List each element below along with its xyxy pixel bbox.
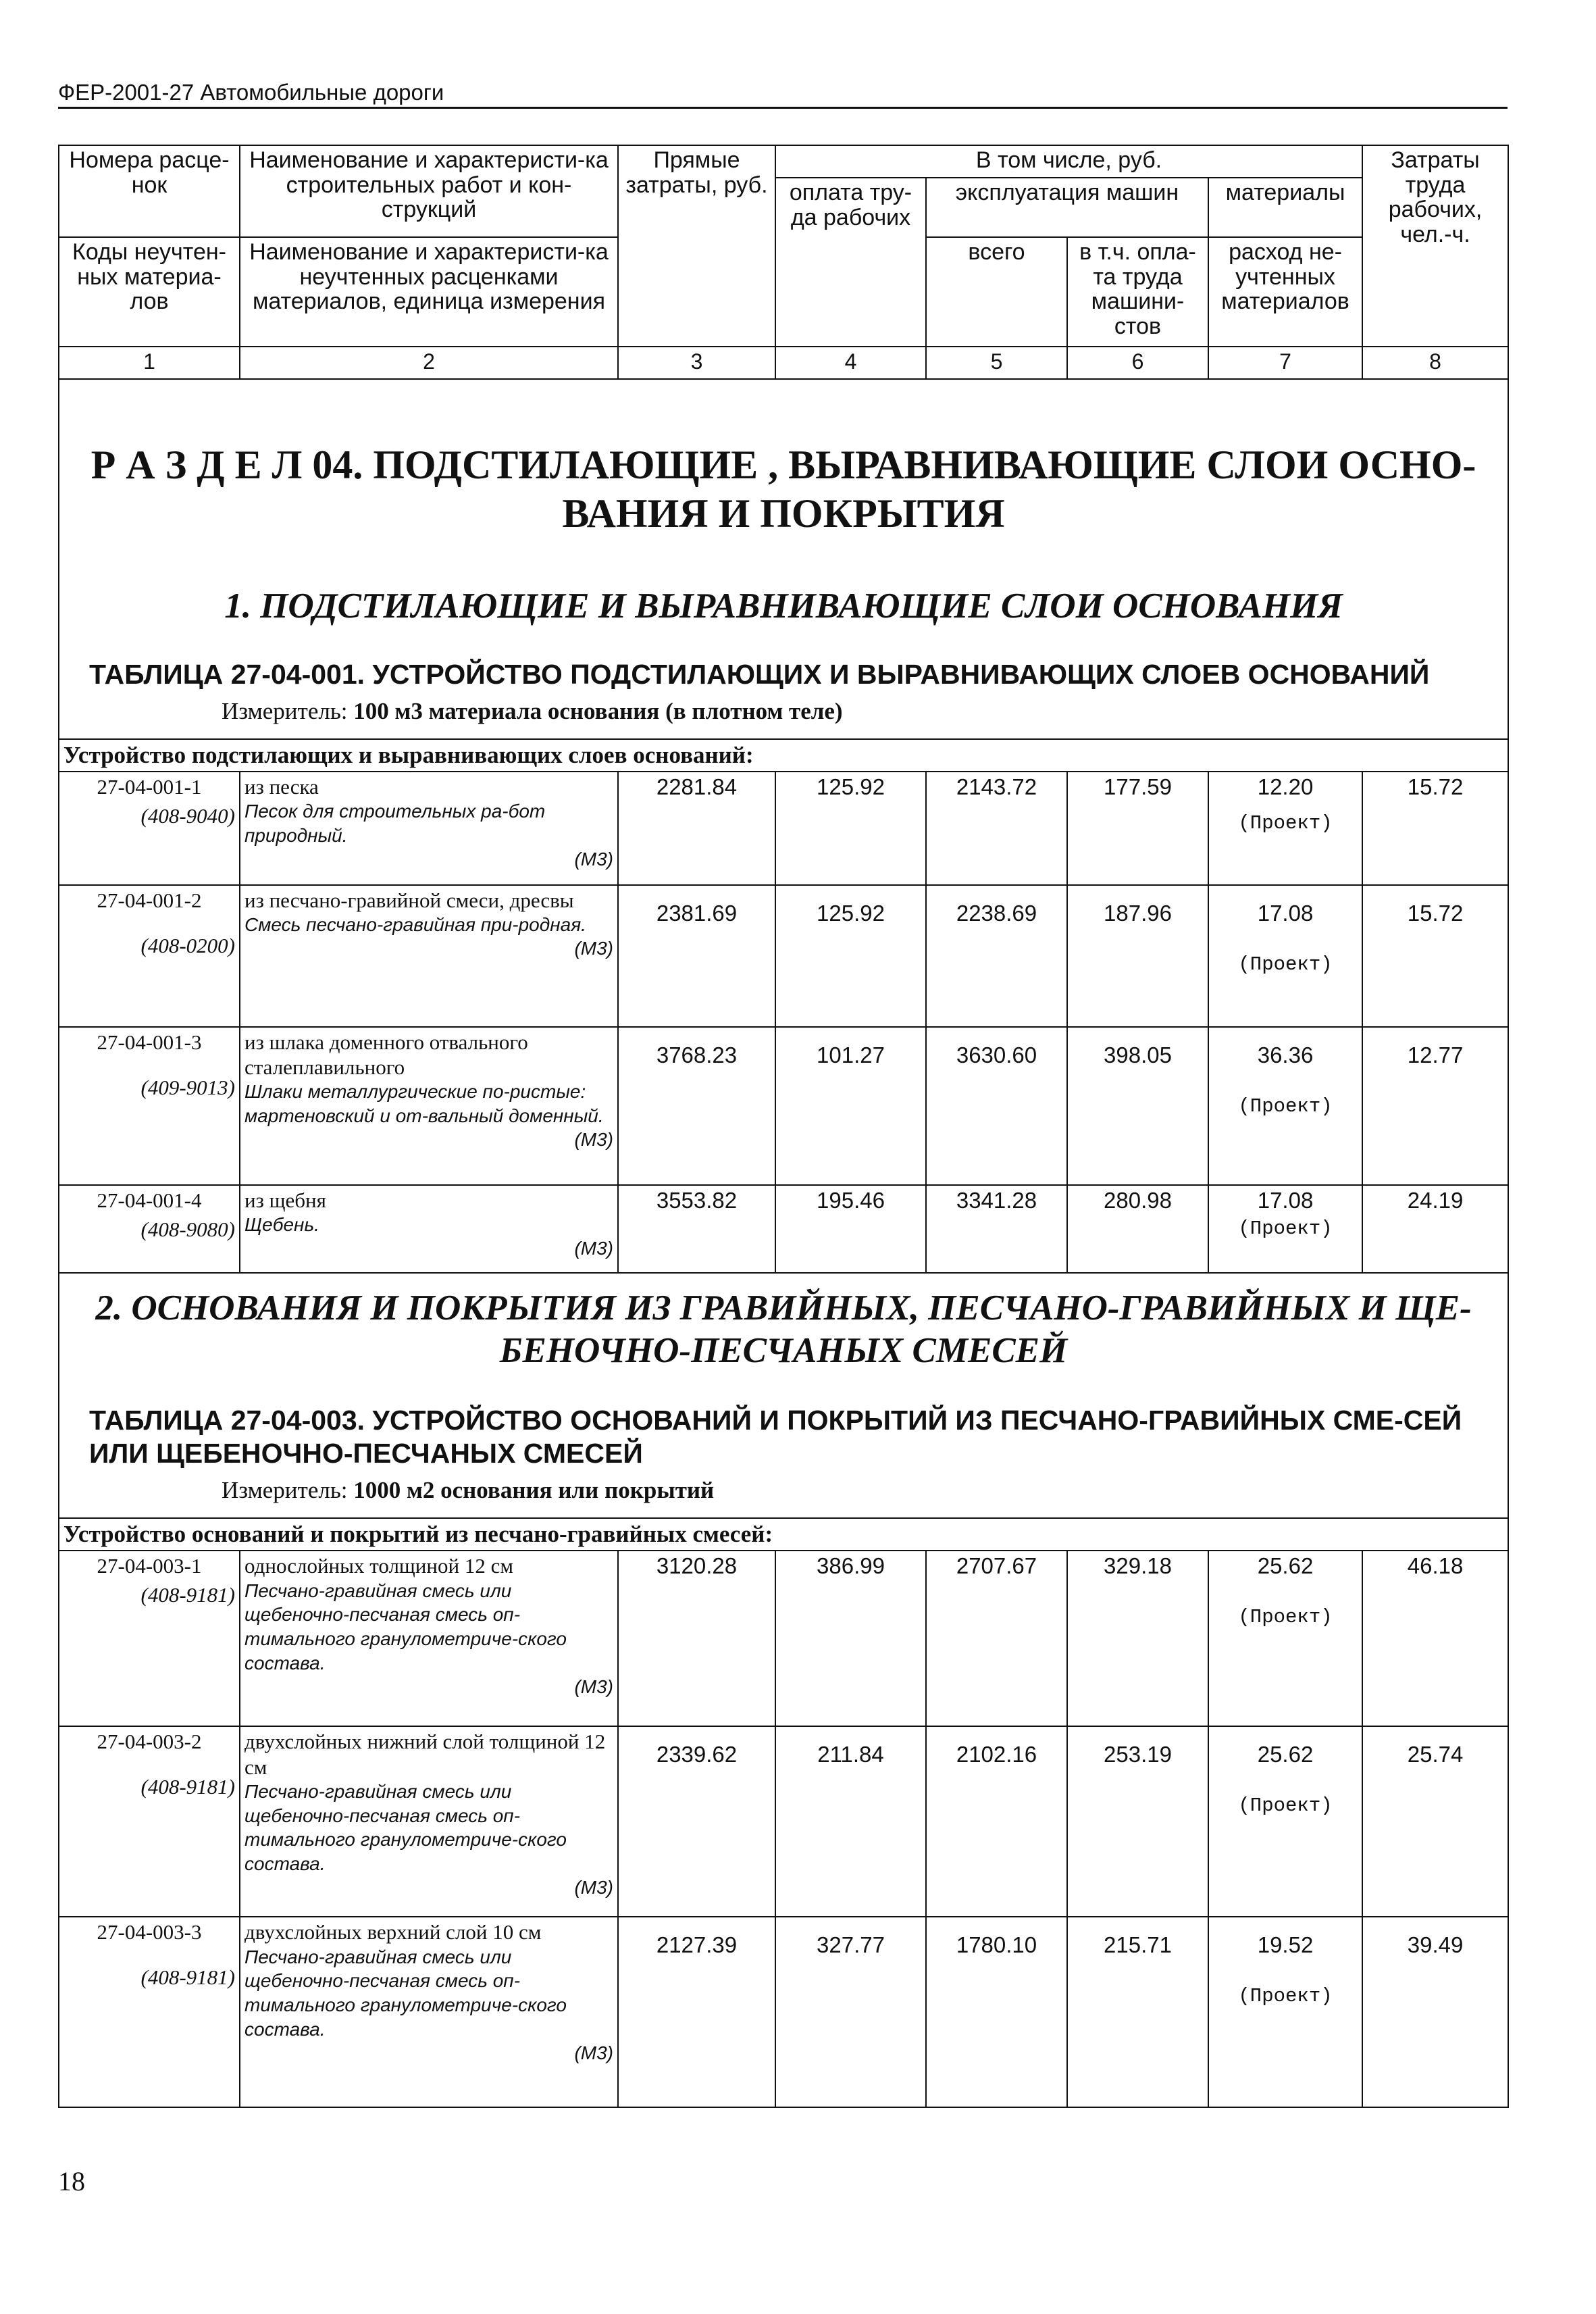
material-amount: 25.62 [1257,1553,1314,1579]
worker-pay: 327.77 [775,1917,926,2107]
unit: (М3) [574,937,613,959]
rate-code: 27-04-003-1 [97,1554,202,1578]
project-note: (Проект) [1238,811,1333,834]
machines-total: 2707.67 [926,1551,1067,1726]
table-row [59,1027,1508,1185]
col-number: 5 [926,347,1067,379]
rate-code: 27-04-001-4 [97,1188,202,1212]
machinist-pay: 215.71 [1067,1917,1208,2107]
machines-total: 2238.69 [926,885,1067,1027]
col-number: 3 [618,347,775,379]
work-name: из песка [244,774,319,799]
project-note: (Проект) [1238,1794,1333,1817]
table-row [59,885,1508,1027]
work-name: двухслойных верхний слой 10 см [244,1920,542,1944]
machines-total: 2143.72 [926,772,1067,885]
unit: (М3) [574,1237,613,1259]
material-amount: 12.20 [1257,774,1314,799]
header-rate-number: Номера расце-нок [59,145,240,237]
material-amount: 36.36 [1257,1042,1314,1067]
rate-code: 27-04-003-3 [97,1920,202,1944]
machines-total: 1780.10 [926,1917,1067,2107]
direct-costs: 2281.84 [618,772,775,885]
material-code: (408-9040) [140,803,235,828]
header-worker-pay: оплата тру-да рабочих [775,178,926,347]
labor-costs: 15.72 [1362,772,1508,885]
labor-costs: 24.19 [1362,1185,1508,1273]
running-header: ФЕР-2001-27 Автомобильные дороги [58,80,1508,109]
worker-pay: 101.27 [775,1027,926,1185]
machinist-pay: 280.98 [1067,1185,1208,1273]
project-note: (Проект) [1238,1606,1333,1629]
table-row [59,1917,1508,2107]
material-amount: 19.52 [1257,1932,1314,1958]
table-27-04-001-title: ТАБЛИЦА 27-04-001. УСТРОЙСТВО ПОДСТИЛАЮЩИХ И ВЫРАВНИВАЮЩИХ СЛОЕВ ОСНОВАНИЙ [89,658,1430,690]
rate-code: 27-04-003-2 [97,1730,202,1754]
material-code: (408-9181) [140,1775,235,1799]
work-name: из шлака доменного отвального сталеплавильного [244,1030,528,1079]
col-number: 7 [1208,347,1362,379]
labor-costs: 39.49 [1362,1917,1508,2107]
unit: (М3) [574,1128,613,1150]
machines-total: 2102.16 [926,1726,1067,1917]
machinist-pay: 187.96 [1067,885,1208,1027]
direct-costs: 2381.69 [618,885,775,1027]
unit: (М3) [574,2042,613,2063]
material-desc: Песчано-гравийная смесь или щебеночно-песчаная смесь оп-тимального гранулометриче-ского состава. [244,1580,567,1674]
work-name: однослойных толщиной 12 см [244,1554,513,1578]
machinist-pay: 177.59 [1067,772,1208,885]
header-material-name: Наименование и характеристи-ка неучтенных расценками материалов, единица измерения [240,237,618,347]
header-materials: материалы [1208,178,1362,237]
machinist-pay: 398.05 [1067,1027,1208,1185]
work-name: из щебня [244,1188,326,1212]
material-desc: Шлаки металлургические по-ристые: мартеновский и от-вальный доменный. [244,1081,604,1126]
material-amount: 17.08 [1257,1187,1314,1213]
col-number: 2 [240,347,618,379]
direct-costs: 2127.39 [618,1917,775,2107]
table-row [59,1185,1508,1273]
group-label: Устройство подстилающих и выравнивающих слоев оснований: [59,739,1508,772]
worker-pay: 195.46 [775,1185,926,1273]
worker-pay: 125.92 [775,885,926,1027]
material-amount: 17.08 [1257,900,1314,926]
direct-costs: 3553.82 [618,1185,775,1273]
group-label: Устройство оснований и покрытий из песчано-гравийных смесей: [59,1518,1508,1551]
direct-costs: 3768.23 [618,1027,775,1185]
col-number: 4 [775,347,926,379]
material-desc: Песок для строительных ра-бот природный. [244,800,546,846]
header-unaccounted-materials: расход не-учтенных материалов [1208,237,1362,347]
rates-table [58,145,1509,2108]
machines-total: 3341.28 [926,1185,1067,1273]
header-direct-costs: Прямые затраты, руб. [618,145,775,347]
measure-unit: Измеритель: 100 м3 материала основания (в плотном теле) [222,697,843,724]
machines-total: 3630.60 [926,1027,1067,1185]
project-note: (Проект) [1238,1217,1333,1240]
table-row [59,772,1508,885]
page-number: 18 [58,2166,85,2196]
header-work-name: Наименование и характеристи-ка строительных работ и кон-струкций [240,145,618,237]
material-amount: 25.62 [1257,1742,1314,1767]
material-code: (408-9080) [140,1217,235,1241]
unit: (М3) [574,1676,613,1697]
part1-title: 1. ПОДСТИЛАЮЩИЕ И ВЫРАВНИВАЮЩИЕ СЛОИ ОСНОВАНИЯ [224,586,1343,626]
machinist-pay: 253.19 [1067,1726,1208,1917]
header-machines: эксплуатация машин [926,178,1208,237]
unit: (М3) [574,848,613,870]
table-row [59,1551,1508,1726]
table-row [59,1726,1508,1917]
project-note: (Проект) [1238,1095,1333,1117]
direct-costs: 2339.62 [618,1726,775,1917]
header-machines-total: всего [926,237,1067,347]
section-title: Р А З Д Е Л 04. ПОДСТИЛАЮЩИЕ , ВЫРАВНИВАЮЩИЕ СЛОИ ОСНО-ВАНИЯ И ПОКРЫТИЯ [91,443,1476,536]
col-number: 8 [1362,347,1508,379]
col-number: 6 [1067,347,1208,379]
worker-pay: 386.99 [775,1551,926,1726]
rate-code: 27-04-001-2 [97,888,202,912]
labor-costs: 12.77 [1362,1027,1508,1185]
material-desc: Песчано-гравийная смесь или щебеночно-песчаная смесь оп-тимального гранулометриче-ского состава. [244,1780,567,1875]
part2-title: 2. ОСНОВАНИЯ И ПОКРЫТИЯ ИЗ ГРАВИЙНЫХ, ПЕСЧАНО-ГРАВИЙНЫХ И ЩЕ-БЕНОЧНО-ПЕСЧАНЫХ СМЕСЕЙ [95,1288,1472,1371]
material-desc: Щебень. [244,1213,319,1235]
project-note: (Проект) [1238,1985,1333,2008]
rate-code: 27-04-001-1 [97,774,202,799]
col-number: 1 [59,347,240,379]
work-name: двухслойных нижний слой толщиной 12 см [244,1730,606,1779]
header-material-code: Коды неучтен-ных материа-лов [59,237,240,347]
measure-unit: Измеритель: 1000 м2 основания или покрытий [222,1477,715,1504]
unit: (М3) [574,1877,613,1898]
header-machinist-pay: в т.ч. опла-та труда машини-стов [1067,237,1208,347]
material-desc: Песчано-гравийная смесь или щебеночно-песчаная смесь оп-тимального гранулометриче-ского состава. [244,1946,567,2040]
worker-pay: 125.92 [775,772,926,885]
work-name: из песчано-гравийной смеси, дресвы [244,888,574,912]
material-code: (408-9181) [140,1965,235,1990]
material-desc: Смесь песчано-гравийная при-родная. [244,913,586,935]
direct-costs: 3120.28 [618,1551,775,1726]
labor-costs: 46.18 [1362,1551,1508,1726]
material-code: (408-0200) [140,933,235,957]
rate-code: 27-04-001-3 [97,1030,202,1054]
table-27-04-003-title: ТАБЛИЦА 27-04-003. УСТРОЙСТВО ОСНОВАНИЙ И ПОКРЫТИЙ ИЗ ПЕСЧАНО-ГРАВИЙНЫХ СМЕ-СЕЙ ИЛИ ЩЕБЕНОЧНО-ПЕСЧАНЫХ СМЕСЕЙ [89,1404,1462,1469]
material-code: (409-9013) [140,1075,235,1099]
worker-pay: 211.84 [775,1726,926,1917]
project-note: (Проект) [1238,953,1333,976]
header-labor-costs: Затраты труда рабочих, чел.-ч. [1362,145,1508,347]
labor-costs: 15.72 [1362,885,1508,1027]
labor-costs: 25.74 [1362,1726,1508,1917]
machinist-pay: 329.18 [1067,1551,1208,1726]
header-in-total: В том числе, руб. [775,145,1362,178]
material-code: (408-9181) [140,1583,235,1607]
